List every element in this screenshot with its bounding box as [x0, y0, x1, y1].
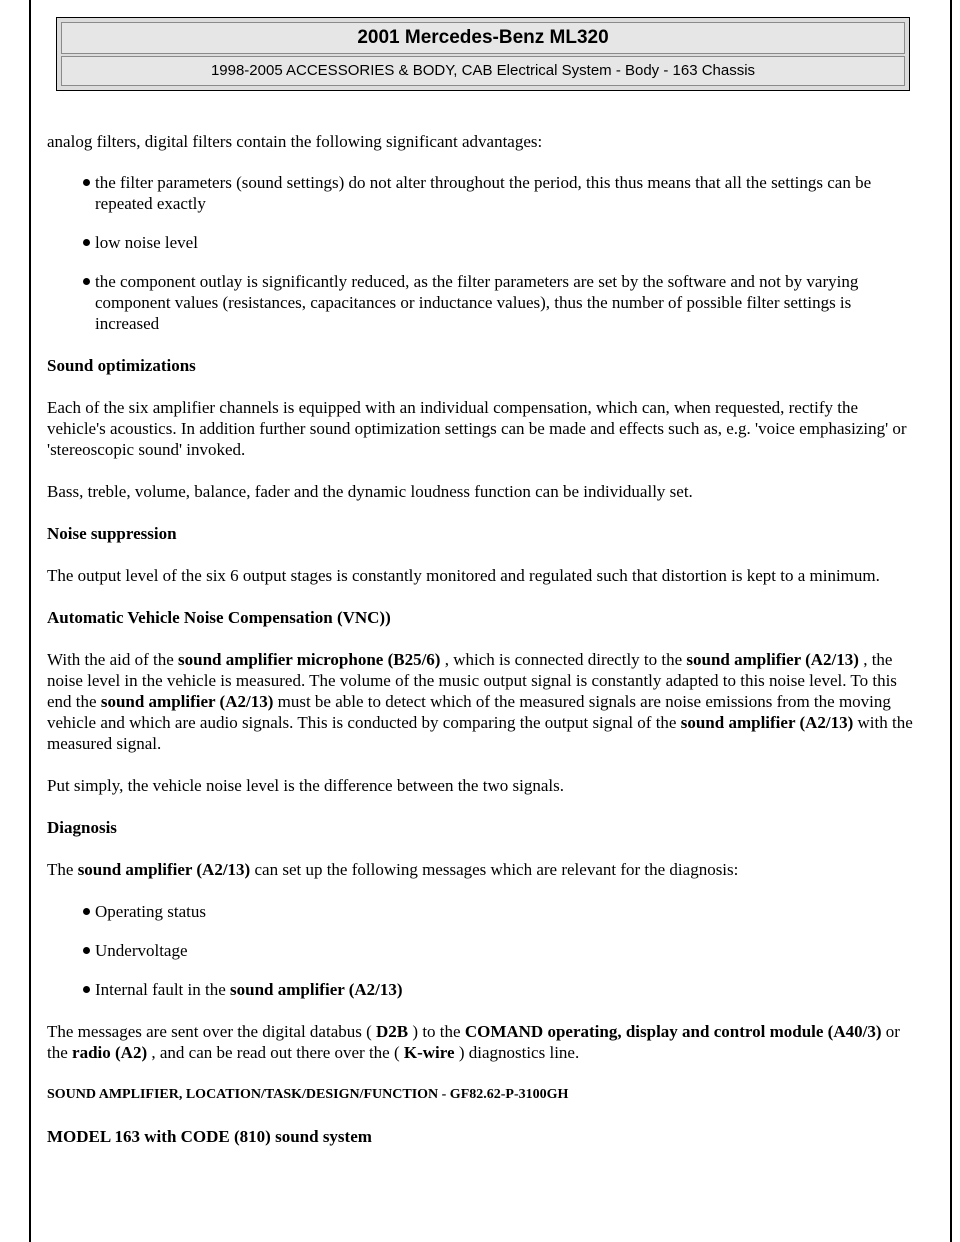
noise-suppression-paragraph: The output level of the six 6 output stages is constantly monitored and regulated such that distortion is kept to a minimum. — [47, 566, 880, 585]
text-run: The messages are sent over the digital databus ( — [47, 1022, 377, 1041]
advantages-list — [47, 172, 917, 334]
list-item-text: Internal fault in the — [95, 980, 231, 999]
bullet-icon — [83, 986, 90, 993]
section-title: SOUND AMPLIFIER, LOCATION/TASK/DESIGN/FUNCTION - GF82.62-P-3100GH — [47, 1087, 569, 1102]
list-item-text: the component outlay is significantly reduced, as the filter parameters are set by the software and not by varying component values (resistances, capacitances or inductance values), thus the number of possible filter settings is increased — [95, 272, 859, 333]
list-item — [47, 979, 917, 1000]
amplifier-reference: sound amplifier (A2/13) — [77, 860, 251, 879]
left-margin-rule — [29, 0, 31, 1242]
radio-reference: radio (A2) — [72, 1043, 148, 1062]
microphone-reference: sound amplifier microphone (B25/6) — [178, 650, 441, 669]
bullet-icon — [83, 278, 90, 285]
text-run: or the — [47, 1022, 900, 1062]
text-run: The — [47, 860, 78, 879]
bullet-icon — [83, 239, 90, 246]
manual-subtitle: 1998-2005 ACCESSORIES & BODY, CAB Electrical System - Body - 163 Chassis — [61, 56, 905, 86]
vnc-heading: Automatic Vehicle Noise Compensation (VNC)) — [47, 608, 391, 627]
text-run: , the noise level in the vehicle is measured. The volume of the music output signal is constantly adapted to this noise level. To this end the — [47, 650, 897, 711]
comand-module-reference: COMAND operating, display and control module (A40/3) — [464, 1022, 882, 1041]
list-item — [47, 271, 917, 334]
text-run: With the aid of the — [47, 650, 179, 669]
diagnosis-messages-list — [47, 901, 917, 1000]
list-item-text: Undervoltage — [95, 941, 188, 960]
diagnosis-paragraph — [47, 859, 917, 880]
text-run: ) diagnostics line. — [454, 1043, 580, 1062]
text-run: with the measured signal. — [47, 713, 913, 753]
list-item-text: low noise level — [95, 233, 198, 252]
amplifier-reference: sound amplifier (A2/13) — [100, 692, 274, 711]
diagnosis-heading: Diagnosis — [47, 818, 117, 837]
list-item — [47, 172, 917, 214]
list-item-text: the filter parameters (sound settings) do not alter throughout the period, this thus means that all the settings can be repeated exactly — [95, 173, 872, 213]
manual-title: 2001 Mercedes-Benz ML320 — [61, 22, 905, 54]
bullet-icon — [83, 179, 90, 186]
sound-optimizations-paragraph: Each of the six amplifier channels is equipped with an individual compensation, which can, when requested, rectify the vehicle's acoustics. In addition further sound optimization settings can be made and effects such as, e.g. 'voice emphasizing' or 'stereoscopic sound' invoked. — [47, 398, 907, 459]
document-body — [47, 131, 917, 1168]
sound-settings-paragraph: Bass, treble, volume, balance, fader and the dynamic loudness function can be individually set. — [47, 482, 693, 501]
bullet-icon — [83, 908, 90, 915]
sound-optimizations-heading: Sound optimizations — [47, 356, 196, 375]
list-item — [47, 232, 917, 253]
list-item — [47, 901, 917, 922]
amplifier-reference: sound amplifier (A2/13) — [230, 980, 403, 999]
messages-paragraph — [47, 1021, 917, 1063]
vnc-summary-paragraph: Put simply, the vehicle noise level is the difference between the two signals. — [47, 776, 564, 795]
right-margin-rule — [950, 0, 952, 1242]
amplifier-reference: sound amplifier (A2/13) — [686, 650, 859, 669]
databus-reference: D2B — [376, 1022, 409, 1041]
text-run: , which is connected directly to the — [440, 650, 687, 669]
amplifier-reference: sound amplifier (A2/13) — [680, 713, 854, 732]
manual-header — [56, 17, 910, 91]
text-run: must be able to detect which of the measured signals are noise emissions from the moving vehicle and which are audio signals. This is conducted by comparing the output signal of the — [47, 692, 891, 732]
list-item — [47, 940, 917, 961]
k-wire-reference: K-wire — [403, 1043, 455, 1062]
intro-paragraph: analog filters, digital filters contain the following significant advantages: — [47, 132, 543, 151]
text-run: can set up the following messages which are relevant for the diagnosis: — [250, 860, 739, 879]
vnc-paragraph — [47, 649, 917, 754]
bullet-icon — [83, 947, 90, 954]
text-run: ) to the — [408, 1022, 465, 1041]
list-item-text: Operating status — [95, 902, 206, 921]
noise-suppression-heading: Noise suppression — [47, 524, 177, 543]
text-run: , and can be read out there over the ( — [147, 1043, 404, 1062]
model-heading: MODEL 163 with CODE (810) sound system — [47, 1127, 372, 1146]
